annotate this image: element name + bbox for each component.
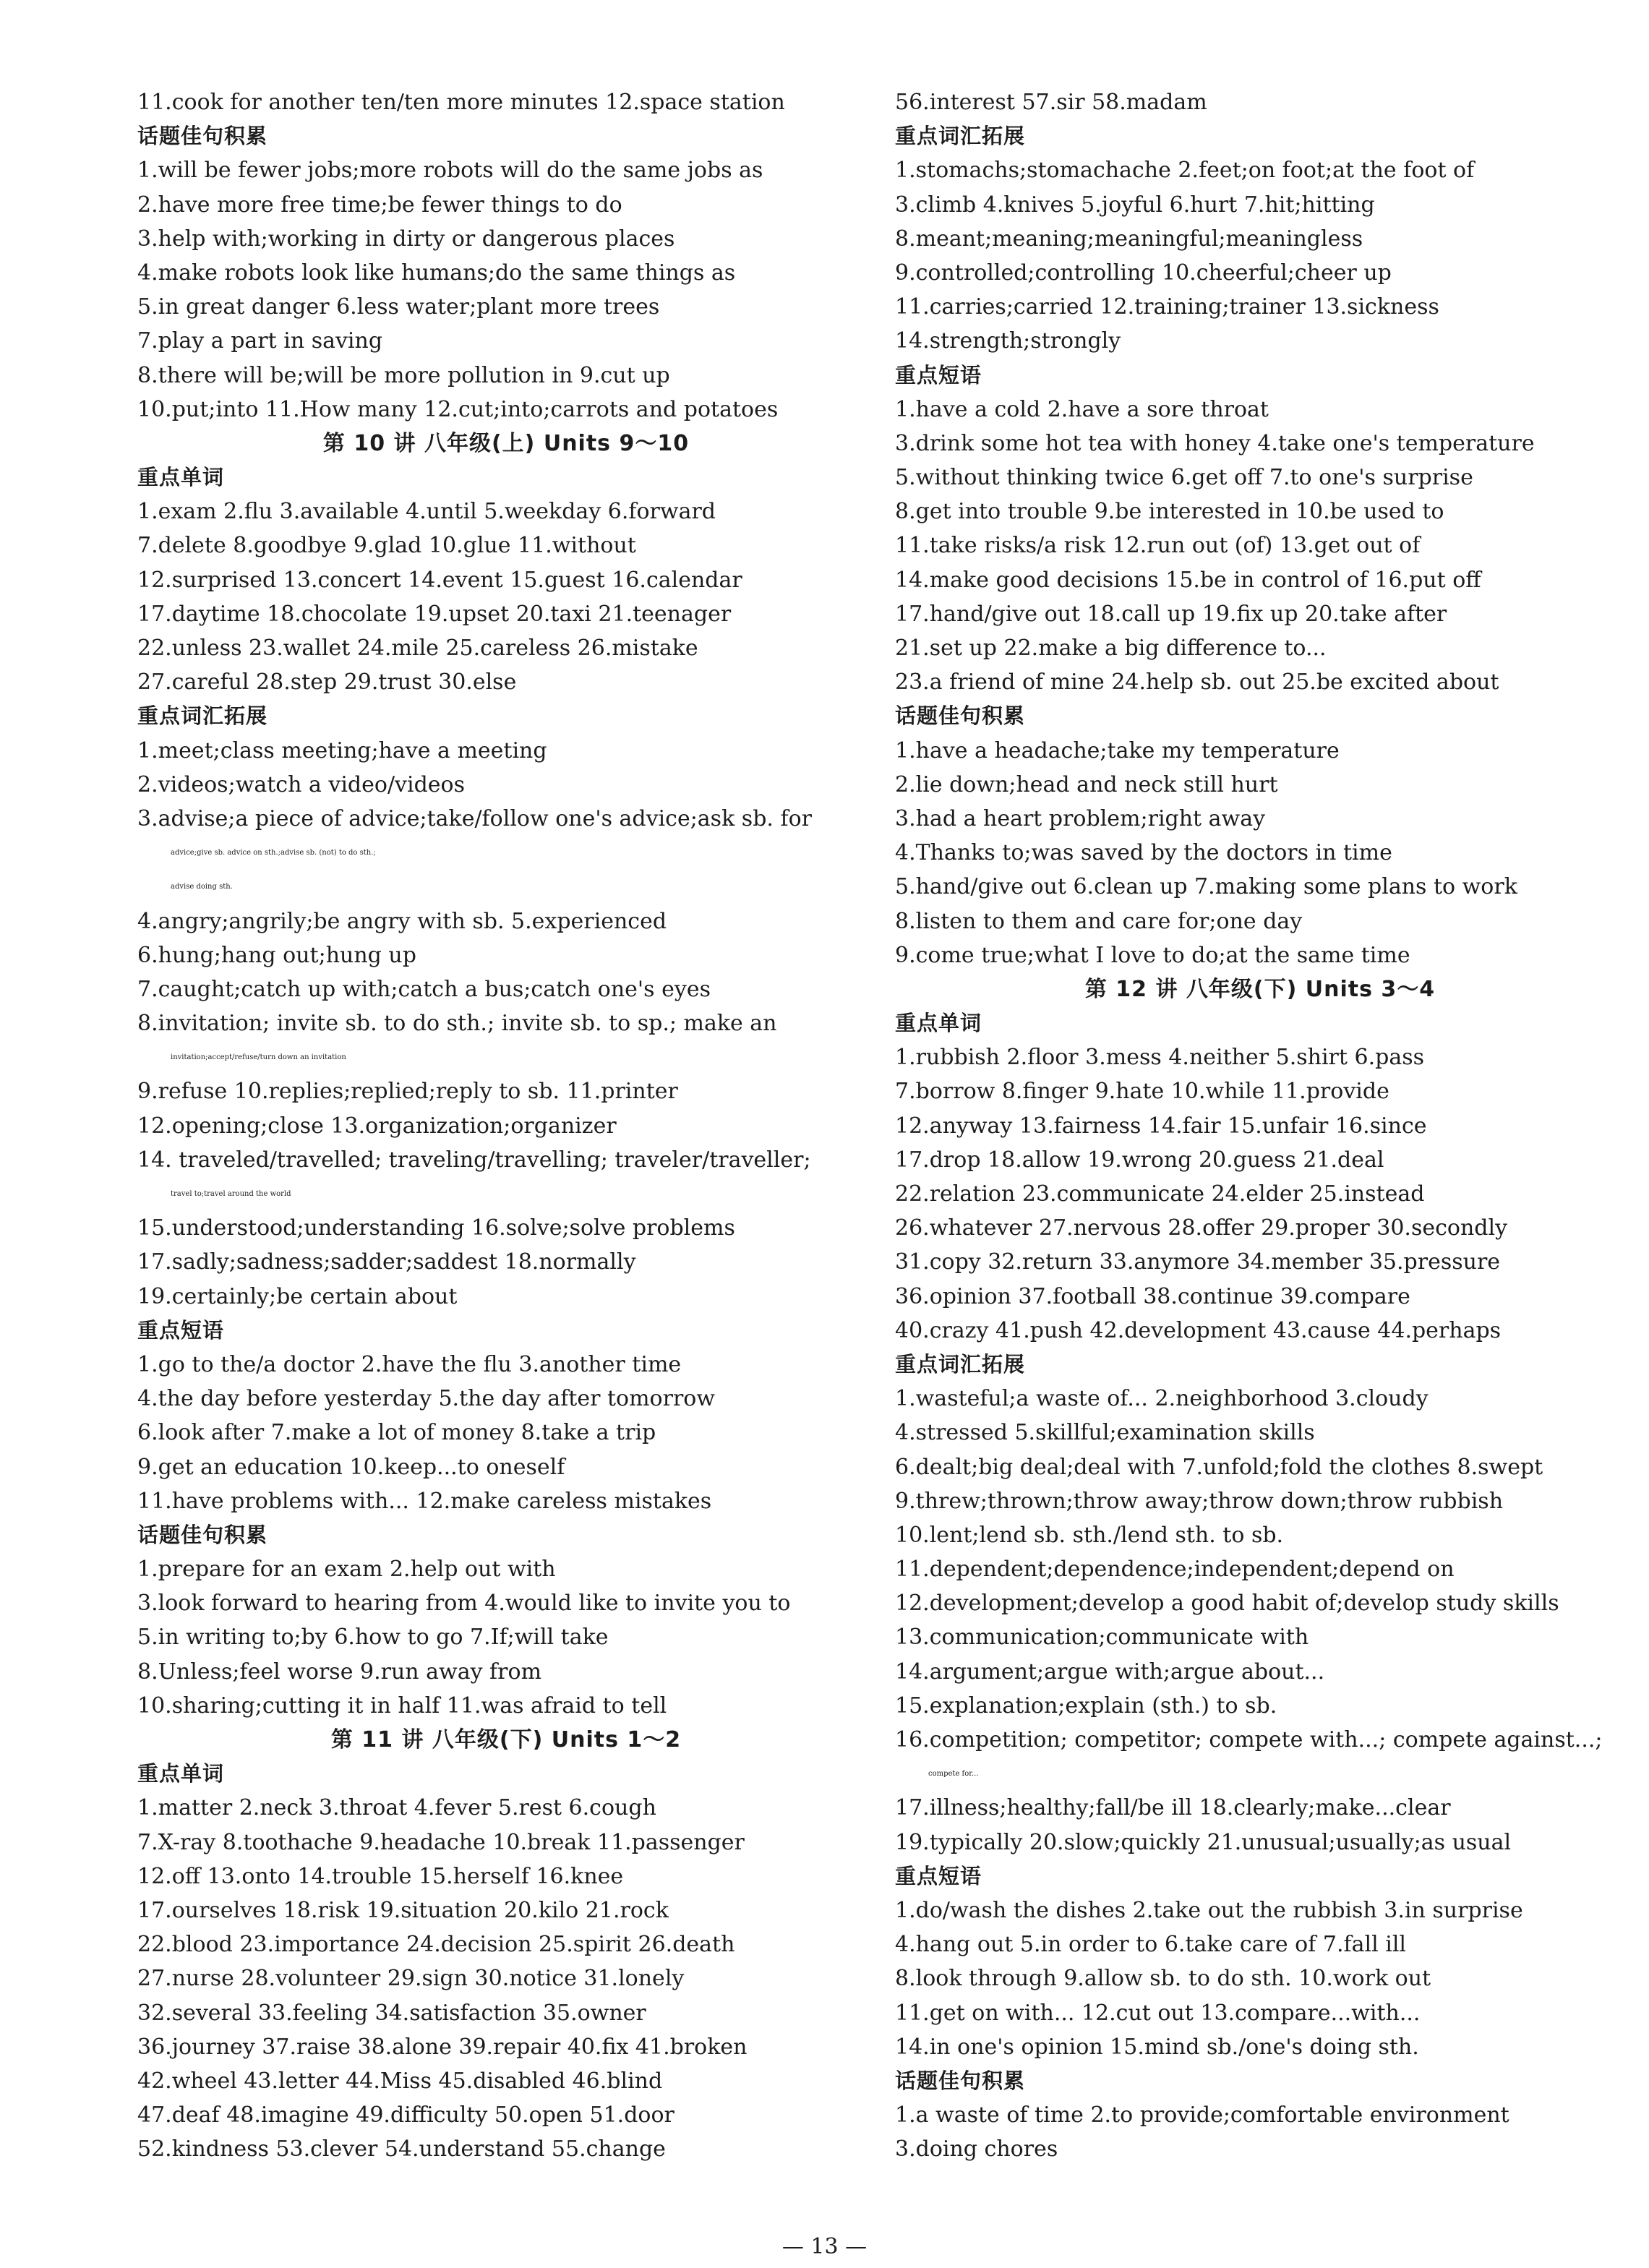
answer-line: 4.make robots look like humans;do the same things as (137, 260, 736, 286)
answer-line: 22.blood 23.importance 24.decision 25.spirit 26.death (137, 1932, 735, 1958)
answer-line: 12.development;develop a good habit of;develop study skills (895, 1591, 1559, 1617)
answer-line: 3.climb 4.knives 5.joyful 6.hurt 7.hit;hitting (895, 192, 1375, 218)
answer-line: 11.dependent;dependence;independent;depend on (895, 1557, 1455, 1583)
section-heading: 重点短语 (895, 362, 982, 388)
answer-line: 12.anyway 13.fairness 14.fair 15.unfair 16.since (895, 1113, 1427, 1139)
answer-line: 6.dealt;big deal;deal with 7.unfold;fold the clothes 8.swept (895, 1454, 1543, 1480)
section-heading: 重点短语 (895, 1863, 982, 1888)
answer-line: 1.wasteful;a waste of... 2.neighborhood 3.cloudy (895, 1386, 1429, 1412)
answer-line: 17.drop 18.allow 19.wrong 20.guess 21.deal (895, 1147, 1384, 1173)
answer-line: 15.explanation;explain (sth.) to sb. (895, 1693, 1277, 1719)
answer-line: 56.interest 57.sir 58.madam (895, 90, 1207, 115)
answer-line: 1.go to the/a doctor 2.have the flu 3.another time (137, 1351, 682, 1377)
section-heading: 重点词汇拓展 (895, 1351, 1026, 1377)
answer-line: 52.kindness 53.clever 54.understand 55.change (137, 2136, 666, 2162)
answer-line: 26.whatever 27.nervous 28.offer 29.proper 30.secondly (895, 1215, 1508, 1241)
section-heading: 重点词汇拓展 (137, 703, 268, 729)
answer-line: 17.daytime 18.chocolate 19.upset 20.taxi 21.teenager (137, 601, 732, 627)
answer-line: 42.wheel 43.letter 44.Miss 45.disabled 46.blind (137, 2068, 663, 2094)
answer-line: 1.matter 2.neck 3.throat 4.fever 5.rest 6.cough (137, 1795, 656, 1821)
answer-line: 16.competition; competitor; compete with...; compete against...; (895, 1727, 1603, 1753)
answer-line: 1.prepare for an exam 2.help out with (137, 1557, 556, 1583)
answer-line-continued: advice;give sb. advice on sth.;advise sb. (not) to do sth.; (171, 849, 376, 857)
lecture-title: 第 10 讲 八年级(上) Units 9～10 (322, 430, 690, 456)
answer-line: 4.Thanks to;was saved by the doctors in time (895, 840, 1392, 866)
right-column (895, 85, 1625, 2166)
answer-line: 15.understood;understanding 16.solve;solve problems (137, 1215, 735, 1241)
lecture-title: 第 12 讲 八年级(下) Units 3～4 (1084, 976, 1436, 1002)
page-number: — 13 — (781, 2234, 868, 2259)
answer-line: 8.Unless;feel worse 9.run away from (137, 1659, 542, 1685)
answer-line: 5.in great danger 6.less water;plant more trees (137, 294, 660, 320)
answer-line: 36.opinion 37.football 38.continue 39.compare (895, 1283, 1410, 1309)
answer-line: 22.unless 23.wallet 24.mile 25.careless 26.mistake (137, 636, 698, 661)
answer-line: 23.a friend of mine 24.help sb. out 25.be excited about (895, 669, 1499, 696)
answer-line: 8.look through 9.allow sb. to do sth. 10.work out (895, 1966, 1431, 1992)
answer-line: 3.look forward to hearing from 4.would like to invite you to (137, 1591, 791, 1617)
answer-line: 27.nurse 28.volunteer 29.sign 30.notice 31.lonely (137, 1966, 685, 1992)
answer-line: 19.typically 20.slow;quickly 21.unusual;usually;as usual (895, 1829, 1512, 1855)
answer-line: 1.have a cold 2.have a sore throat (895, 396, 1269, 422)
answer-line-continued: compete for... (928, 1770, 979, 1779)
answer-line: 19.certainly;be certain about (137, 1283, 458, 1309)
answer-line: 17.sadly;sadness;sadder;saddest 18.normally (137, 1249, 636, 1275)
answer-line: 1.meet;class meeting;have a meeting (137, 737, 547, 763)
lecture-title: 第 11 讲 八年级(下) Units 1～2 (330, 1727, 682, 1753)
answer-line: 14. traveled/travelled; traveling/travelling; traveler/traveller; (137, 1147, 811, 1173)
answer-line: 10.put;into 11.How many 12.cut;into;carrots and potatoes (137, 396, 779, 422)
answer-line: 7.play a part in saving (137, 328, 383, 354)
answer-line: 1.have a headache;take my temperature (895, 737, 1340, 763)
section-heading: 重点单词 (137, 1761, 225, 1786)
answer-line: 8.there will be;will be more pollution in 9.cut up (137, 362, 670, 388)
answer-line: 10.lent;lend sb. sth./lend sth. to sb. (895, 1522, 1284, 1548)
answer-line: 3.had a heart problem;right away (895, 805, 1266, 831)
answer-line: 2.have more free time;be fewer things to do (137, 192, 622, 218)
answer-line: 5.without thinking twice 6.get off 7.to one's surprise (895, 465, 1473, 491)
answer-line-continued: advise doing sth. (171, 883, 233, 891)
answer-line: 10.sharing;cutting it in half 11.was afraid to tell (137, 1693, 667, 1719)
answer-line: 1.a waste of time 2.to provide;comfortable environment (895, 2102, 1509, 2128)
answer-line: 36.journey 37.raise 38.alone 39.repair 40.fix 41.broken (137, 2034, 748, 2060)
answer-line: 11.take risks/a risk 12.run out (of) 13.get out of (895, 533, 1421, 559)
answer-line: 17.hand/give out 18.call up 19.fix up 20.take after (895, 601, 1447, 627)
answer-line: 9.refuse 10.replies;replied;reply to sb. 11.printer (137, 1079, 678, 1105)
answer-line: 12.off 13.onto 14.trouble 15.herself 16.knee (137, 1863, 624, 1889)
answer-line: 11.cook for another ten/ten more minutes 12.space station (137, 90, 785, 115)
answer-line: 6.hung;hang out;hung up (137, 942, 416, 968)
answer-line: 7.delete 8.goodbye 9.glad 10.glue 11.without (137, 533, 636, 559)
answer-line: 14.strength;strongly (895, 328, 1121, 354)
section-heading: 重点单词 (895, 1011, 982, 1036)
answer-line: 1.rubbish 2.floor 3.mess 4.neither 5.shirt 6.pass (895, 1045, 1424, 1071)
section-heading: 话题佳句积累 (137, 1522, 268, 1547)
section-heading: 重点单词 (137, 465, 225, 490)
answer-line: 3.doing chores (895, 2136, 1058, 2162)
answer-line: 7.borrow 8.finger 9.hate 10.while 11.provide (895, 1079, 1389, 1105)
section-heading: 重点词汇拓展 (895, 124, 1026, 149)
answer-line: 8.listen to them and care for;one day (895, 908, 1303, 934)
answer-line: 40.crazy 41.push 42.development 43.cause 44.perhaps (895, 1317, 1502, 1343)
answer-line: 47.deaf 48.imagine 49.difficulty 50.open 51.door (137, 2102, 674, 2128)
answer-line: 4.the day before yesterday 5.the day after tomorrow (137, 1386, 716, 1412)
answer-line: 27.careful 28.step 29.trust 30.else (137, 669, 517, 696)
section-heading: 话题佳句积累 (895, 2068, 1026, 2093)
answer-line: 3.help with;working in dirty or dangerous places (137, 226, 675, 252)
answer-line: 4.angry;angrily;be angry with sb. 5.experienced (137, 908, 667, 934)
answer-line: 3.drink some hot tea with honey 4.take one's temperature (895, 430, 1535, 456)
answer-line: 8.get into trouble 9.be interested in 10.be used to (895, 499, 1444, 525)
answer-line: 22.relation 23.communicate 24.elder 25.instead (895, 1181, 1425, 1207)
answer-line-continued: invitation;accept/refuse/turn down an invitation (171, 1053, 346, 1062)
answer-line: 21.set up 22.make a big difference to... (895, 636, 1327, 661)
answer-line: 8.meant;meaning;meaningful;meaningless (895, 226, 1363, 252)
answer-line: 1.exam 2.flu 3.available 4.until 5.weekday 6.forward (137, 499, 716, 525)
answer-line: 6.look after 7.make a lot of money 8.take a trip (137, 1420, 656, 1446)
section-heading: 重点短语 (137, 1317, 225, 1343)
answer-line: 14.argument;argue with;argue about... (895, 1659, 1325, 1685)
left-column (137, 85, 875, 2166)
answer-line: 4.stressed 5.skillful;examination skills (895, 1420, 1315, 1446)
answer-line: 5.in writing to;by 6.how to go 7.If;will take (137, 1625, 609, 1651)
answer-line: 8.invitation; invite sb. to do sth.; invite sb. to sp.; make an (137, 1011, 777, 1037)
answer-line: 11.get on with... 12.cut out 13.compare...with... (895, 2000, 1421, 2026)
answer-line: 14.in one's opinion 15.mind sb./one's doing sth. (895, 2034, 1419, 2060)
answer-line: 17.illness;healthy;fall/be ill 18.clearly;make...clear (895, 1795, 1451, 1821)
answer-line: 7.X-ray 8.toothache 9.headache 10.break 11.passenger (137, 1829, 745, 1855)
answer-line: 1.stomachs;stomachache 2.feet;on foot;at the foot of (895, 158, 1475, 184)
answer-line: 3.advise;a piece of advice;take/follow one's advice;ask sb. for (137, 805, 812, 831)
answer-line: 9.controlled;controlling 10.cheerful;cheer up (895, 260, 1392, 286)
answer-line: 12.surprised 13.concert 14.event 15.guest 16.calendar (137, 567, 742, 593)
answer-line: 9.come true;what I love to do;at the same time (895, 942, 1410, 968)
answer-line: 32.several 33.feeling 34.satisfaction 35.owner (137, 2000, 646, 2026)
answer-line: 11.have problems with... 12.make careless mistakes (137, 1488, 712, 1514)
answer-line: 11.carries;carried 12.training;trainer 13.sickness (895, 294, 1439, 320)
section-heading: 话题佳句积累 (137, 124, 268, 149)
answer-line: 17.ourselves 18.risk 19.situation 20.kilo 21.rock (137, 1897, 669, 1923)
answer-line: 2.lie down;head and neck still hurt (895, 771, 1278, 797)
answer-line: 1.do/wash the dishes 2.take out the rubbish 3.in surprise (895, 1897, 1523, 1923)
answer-line: 9.get an education 10.keep...to oneself (137, 1454, 565, 1480)
answer-line: 9.threw;thrown;throw away;throw down;throw rubbish (895, 1488, 1504, 1514)
answer-line: 12.opening;close 13.organization;organizer (137, 1113, 617, 1139)
answer-line: 7.caught;catch up with;catch a bus;catch one's eyes (137, 976, 711, 1002)
section-heading: 话题佳句积累 (895, 703, 1026, 729)
answer-line: 2.videos;watch a video/videos (137, 771, 466, 797)
answer-line: 1.will be fewer jobs;more robots will do the same jobs as (137, 158, 763, 184)
answer-line: 31.copy 32.return 33.anymore 34.member 35.pressure (895, 1249, 1501, 1275)
answer-line: 14.make good decisions 15.be in control of 16.put off (895, 567, 1481, 593)
answer-line: 4.hang out 5.in order to 6.take care of 7.fall ill (895, 1932, 1407, 1958)
answer-line: 13.communication;communicate with (895, 1625, 1309, 1651)
answer-line-continued: travel to;travel around the world (171, 1190, 291, 1198)
answer-line: 5.hand/give out 6.clean up 7.making some plans to work (895, 874, 1517, 900)
